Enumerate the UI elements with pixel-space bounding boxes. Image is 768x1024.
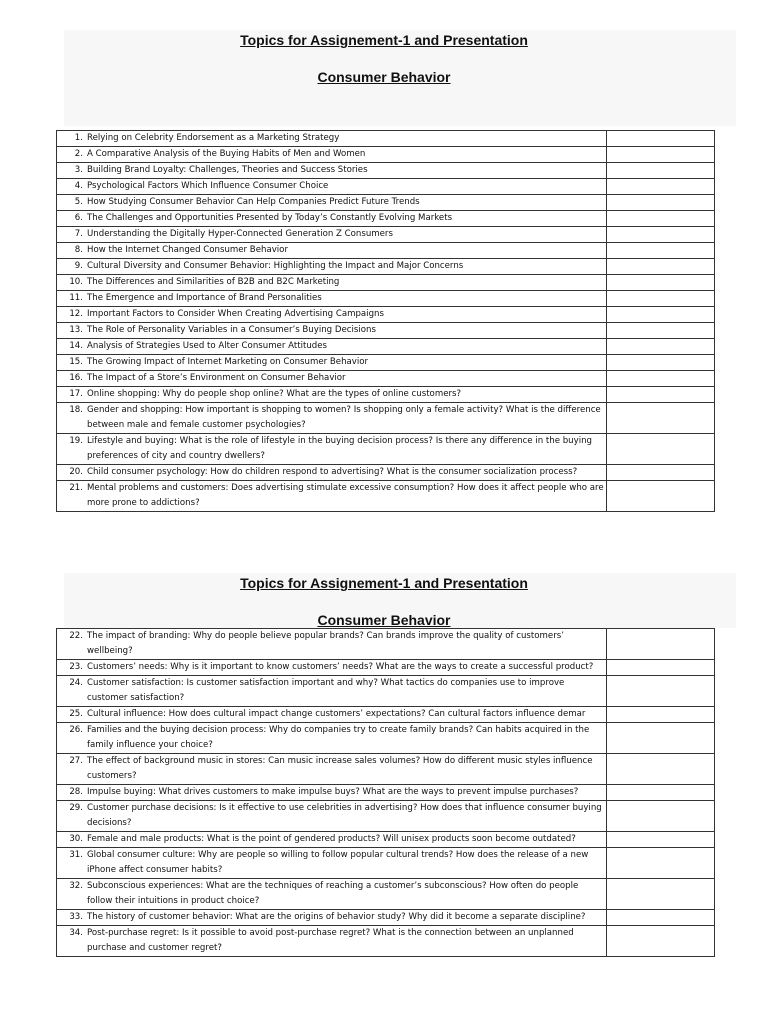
topic-text: The Role of Personality Variables in a Consumer’s Buying Decisions: [87, 325, 376, 335]
topic-item: [57, 387, 606, 402]
topic-blank-cell: [607, 848, 715, 879]
topic-cell: [57, 195, 607, 211]
topic-text: Psychological Factors Which Influence Consumer Choice: [87, 181, 329, 191]
topic-row: [57, 227, 715, 243]
topic-item: [57, 211, 606, 226]
topic-blank-cell: [607, 163, 715, 179]
topic-number: 34.: [69, 928, 83, 938]
topic-blank-cell: [607, 403, 715, 434]
topic-text: The history of customer behavior: What are the origins of behavior study? Why did it become a separate discipline?: [87, 912, 586, 922]
topic-text: Post-purchase regret: Is it possible to avoid post-purchase regret? What is the connection between an unplanned purchase and customer regret?: [87, 928, 574, 953]
topic-row: [57, 434, 715, 465]
topic-number: 2.: [74, 149, 83, 159]
topic-row: [57, 387, 715, 403]
topic-row: [57, 163, 715, 179]
topic-item: [57, 163, 606, 178]
topic-number: 16.: [69, 373, 83, 383]
topic-cell: [57, 307, 607, 323]
topic-row: [57, 147, 715, 163]
topic-blank-cell: [607, 723, 715, 754]
topic-number: 15.: [69, 357, 83, 367]
topic-cell: [57, 785, 607, 801]
topic-text: Customers’ needs: Why is it important to know customers’ needs? What are the ways to create a successful product?: [87, 662, 594, 672]
topic-blank-cell: [607, 323, 715, 339]
topic-item: [57, 848, 606, 878]
topic-blank-cell: [607, 211, 715, 227]
topic-cell: [57, 355, 607, 371]
topic-blank-cell: [607, 434, 715, 465]
topic-item: [57, 910, 606, 925]
topic-number: 20.: [69, 467, 83, 477]
topic-blank-cell: [607, 307, 715, 323]
topic-item: [57, 879, 606, 909]
topic-text: The Differences and Similarities of B2B and B2C Marketing: [87, 277, 340, 287]
topic-item: [57, 195, 606, 210]
topic-number: 9.: [74, 261, 83, 271]
topic-blank-cell: [607, 147, 715, 163]
topic-text: Understanding the Digitally Hyper-Connected Generation Z Consumers: [87, 229, 393, 239]
topic-row: [57, 879, 715, 910]
topic-item: [57, 465, 606, 480]
topic-row: [57, 785, 715, 801]
topic-item: [57, 307, 606, 322]
topic-row: [57, 323, 715, 339]
topic-blank-cell: [607, 660, 715, 676]
page-subtitle-1: Consumer Behavior: [317, 69, 451, 85]
page-title-2: Topics for Assignement-1 and Presentation: [240, 575, 528, 591]
topic-blank-cell: [607, 481, 715, 512]
topic-text: Building Brand Loyalty: Challenges, Theories and Success Stories: [87, 165, 368, 175]
topic-blank-cell: [607, 676, 715, 707]
topic-number: 19.: [69, 436, 83, 446]
topic-number: 12.: [69, 309, 83, 319]
topic-row: [57, 211, 715, 227]
topic-item: [57, 131, 606, 146]
topic-item: [57, 723, 606, 753]
topic-item: [57, 291, 606, 306]
topic-number: 29.: [69, 803, 83, 813]
topics-table-1: [56, 130, 715, 512]
page-title-1: Topics for Assignement-1 and Presentation: [240, 32, 528, 48]
topic-number: 33.: [69, 912, 83, 922]
topic-blank-cell: [607, 243, 715, 259]
topic-number: 6.: [74, 213, 83, 223]
topic-item: [57, 147, 606, 162]
topic-cell: [57, 465, 607, 481]
topic-row: [57, 801, 715, 832]
topic-number: 32.: [69, 881, 83, 891]
topic-text: Analysis of Strategies Used to Alter Consumer Attitudes: [87, 341, 328, 351]
topic-text: Customer satisfaction: Is customer satisfaction important and why? What tactics do companies use to improve customer satisfaction?: [87, 678, 565, 703]
topic-number: 8.: [74, 245, 83, 255]
topic-row: [57, 629, 715, 660]
topic-item: [57, 785, 606, 800]
topics-table-2-body: [57, 629, 715, 957]
topic-cell: [57, 848, 607, 879]
topic-blank-cell: [607, 801, 715, 832]
topic-blank-cell: [607, 832, 715, 848]
topic-cell: [57, 676, 607, 707]
topic-cell: [57, 434, 607, 465]
topic-blank-cell: [607, 179, 715, 195]
topic-cell: [57, 275, 607, 291]
topic-row: [57, 131, 715, 147]
topic-row: [57, 243, 715, 259]
topic-number: 22.: [69, 631, 83, 641]
topic-item: [57, 227, 606, 242]
topic-row: [57, 926, 715, 957]
topic-text: Relying on Celebrity Endorsement as a Marketing Strategy: [87, 133, 340, 143]
topic-cell: [57, 227, 607, 243]
topic-item: [57, 660, 606, 675]
topic-item: [57, 179, 606, 194]
topic-text: The Impact of a Store’s Environment on Consumer Behavior: [87, 373, 346, 383]
topic-item: [57, 243, 606, 258]
topic-row: [57, 291, 715, 307]
topics-table-1-body: [57, 131, 715, 512]
topic-row: [57, 848, 715, 879]
topic-item: [57, 481, 606, 511]
topic-text: Female and male products: What is the point of gendered products? Will unisex products soon become outdated?: [87, 834, 576, 844]
topic-item: [57, 676, 606, 706]
topic-row: [57, 465, 715, 481]
topic-cell: [57, 707, 607, 723]
topic-cell: [57, 243, 607, 259]
topic-text: The Growing Impact of Internet Marketing on Consumer Behavior: [87, 357, 369, 367]
topic-row: [57, 910, 715, 926]
topic-number: 5.: [74, 197, 83, 207]
topic-item: [57, 339, 606, 354]
topic-blank-cell: [607, 291, 715, 307]
topic-number: 14.: [69, 341, 83, 351]
topic-blank-cell: [607, 629, 715, 660]
topic-cell: [57, 403, 607, 434]
topic-number: 30.: [69, 834, 83, 844]
topic-cell: [57, 801, 607, 832]
topic-cell: [57, 163, 607, 179]
topic-number: 28.: [69, 787, 83, 797]
topic-text: A Comparative Analysis of the Buying Habits of Men and Women: [87, 149, 366, 159]
topic-cell: [57, 211, 607, 227]
topic-cell: [57, 323, 607, 339]
topic-blank-cell: [607, 259, 715, 275]
topic-row: [57, 481, 715, 512]
topic-item: [57, 371, 606, 386]
topic-row: [57, 179, 715, 195]
topic-cell: [57, 910, 607, 926]
topic-row: [57, 403, 715, 434]
topic-blank-cell: [607, 275, 715, 291]
topic-text: Subconscious experiences: What are the techniques of reaching a customer’s subconscious? How often do people follow their intuitions in product choice?: [87, 881, 579, 906]
topic-item: [57, 259, 606, 274]
topic-cell: [57, 291, 607, 307]
topic-cell: [57, 179, 607, 195]
topic-row: [57, 195, 715, 211]
topic-item: [57, 801, 606, 831]
topic-cell: [57, 926, 607, 957]
topic-text: Families and the buying decision process: Why do companies try to create family brands? Can habits acquired in the family influence your choice?: [87, 725, 590, 750]
topic-item: [57, 707, 606, 722]
topic-blank-cell: [607, 387, 715, 403]
topic-cell: [57, 131, 607, 147]
topic-text: Lifestyle and buying: What is the role of lifestyle in the buying decision process? Is there any difference in the buying preferences of city and country dwellers?: [87, 436, 592, 461]
topic-text: The Emergence and Importance of Brand Personalities: [87, 293, 322, 303]
topic-number: 31.: [69, 850, 83, 860]
topic-text: The Challenges and Opportunities Presented by Today’s Constantly Evolving Markets: [87, 213, 453, 223]
topic-cell: [57, 660, 607, 676]
topic-item: [57, 355, 606, 370]
topic-text: Important Factors to Consider When Creating Advertising Campaigns: [87, 309, 384, 319]
topic-number: 17.: [69, 389, 83, 399]
topic-text: How the Internet Changed Consumer Behavior: [87, 245, 288, 255]
topics-table-2: [56, 628, 715, 957]
topic-blank-cell: [607, 707, 715, 723]
topic-row: [57, 754, 715, 785]
topic-row: [57, 660, 715, 676]
topic-row: [57, 259, 715, 275]
topic-number: 23.: [69, 662, 83, 672]
topic-cell: [57, 481, 607, 512]
topic-item: [57, 754, 606, 784]
topic-item: [57, 832, 606, 847]
topic-text: Gender and shopping: How important is shopping to women? Is shopping only a female activity? What is the difference between male and female customer psychologies?: [87, 405, 601, 430]
topic-item: [57, 926, 606, 956]
topic-cell: [57, 147, 607, 163]
topic-row: [57, 832, 715, 848]
topic-row: [57, 371, 715, 387]
topic-text: Customer purchase decisions: Is it effective to use celebrities in advertising? How does that influence consumer buying decisions?: [87, 803, 602, 828]
topic-item: [57, 434, 606, 464]
topic-text: Cultural Diversity and Consumer Behavior: Highlighting the Impact and Major Concerns: [87, 261, 464, 271]
topic-cell: [57, 371, 607, 387]
topic-number: 25.: [69, 709, 83, 719]
topic-blank-cell: [607, 195, 715, 211]
topic-text: The effect of background music in stores: Can music increase sales volumes? How do different music styles influence customers?: [87, 756, 593, 781]
topic-cell: [57, 879, 607, 910]
topic-text: Impulse buying: What drives customers to make impulse buys? What are the ways to prevent impulse purchases?: [87, 787, 579, 797]
topic-cell: [57, 754, 607, 785]
topic-cell: [57, 629, 607, 660]
page-subtitle-2: Consumer Behavior: [317, 612, 451, 628]
topic-cell: [57, 339, 607, 355]
topic-blank-cell: [607, 910, 715, 926]
topic-text: Cultural influence: How does cultural impact change customers’ expectations? Can cultural factors influence demar: [87, 709, 586, 719]
topic-number: 27.: [69, 756, 83, 766]
topic-text: Child consumer psychology: How do children respond to advertising? What is the consumer socialization process?: [87, 467, 578, 477]
topic-blank-cell: [607, 227, 715, 243]
topic-blank-cell: [607, 355, 715, 371]
topic-number: 21.: [69, 483, 83, 493]
topic-number: 7.: [74, 229, 83, 239]
topic-number: 4.: [74, 181, 83, 191]
topic-item: [57, 275, 606, 290]
topic-number: 11.: [69, 293, 83, 303]
topic-row: [57, 307, 715, 323]
topic-item: [57, 323, 606, 338]
topic-text: Mental problems and customers: Does advertising stimulate excessive consumption? How does it affect people who are more prone to addictions?: [87, 483, 604, 508]
topic-blank-cell: [607, 465, 715, 481]
topic-blank-cell: [607, 785, 715, 801]
topic-row: [57, 723, 715, 754]
topic-text: How Studying Consumer Behavior Can Help Companies Predict Future Trends: [87, 197, 420, 207]
topic-row: [57, 676, 715, 707]
topic-number: 24.: [69, 678, 83, 688]
topic-row: [57, 355, 715, 371]
topic-number: 10.: [69, 277, 83, 287]
topic-cell: [57, 723, 607, 754]
topic-row: [57, 275, 715, 291]
topic-blank-cell: [607, 339, 715, 355]
topic-number: 26.: [69, 725, 83, 735]
topic-cell: [57, 387, 607, 403]
topic-item: [57, 403, 606, 433]
topic-number: 3.: [74, 165, 83, 175]
topic-text: The impact of branding: Why do people believe popular brands? Can brands improve the quality of customers’ wellbeing?: [87, 631, 564, 656]
topic-row: [57, 339, 715, 355]
topic-number: 13.: [69, 325, 83, 335]
topic-text: Global consumer culture: Why are people so willing to follow popular cultural trends? How does the release of a new iPhone affect consumer habits?: [87, 850, 589, 875]
topic-blank-cell: [607, 131, 715, 147]
topic-row: [57, 707, 715, 723]
topic-text: Online shopping: Why do people shop online? What are the types of online customers?: [87, 389, 462, 399]
topic-item: [57, 629, 606, 659]
topic-number: 1.: [74, 133, 83, 143]
topic-blank-cell: [607, 926, 715, 957]
topic-blank-cell: [607, 879, 715, 910]
topic-cell: [57, 259, 607, 275]
topic-number: 18.: [69, 405, 83, 415]
topic-cell: [57, 832, 607, 848]
topic-blank-cell: [607, 754, 715, 785]
topic-blank-cell: [607, 371, 715, 387]
